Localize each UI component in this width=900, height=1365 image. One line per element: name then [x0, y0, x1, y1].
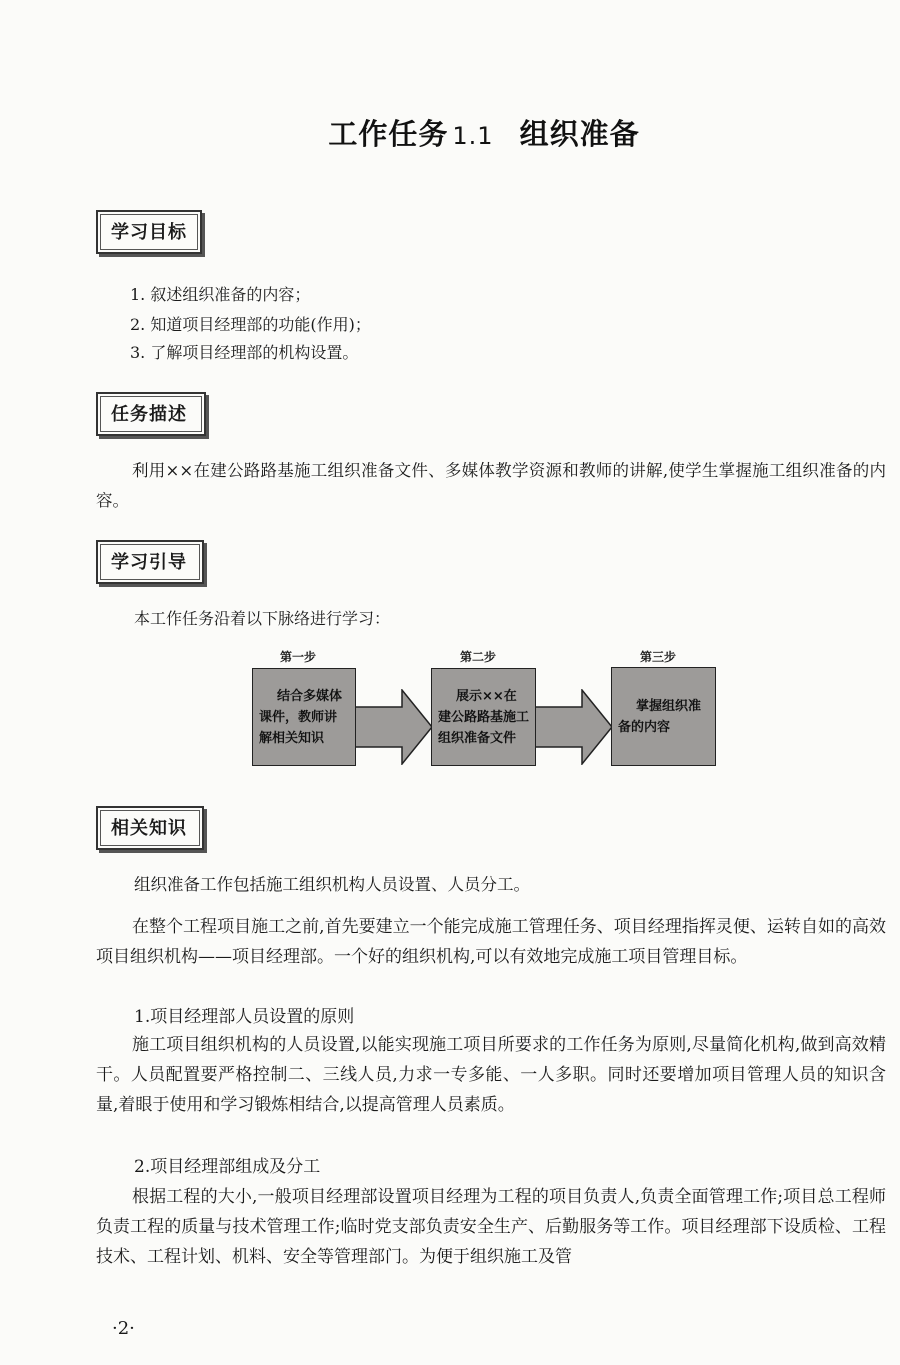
page-number: ·2· — [112, 1318, 135, 1339]
knowledge-subheading: 2.项目经理部组成及分工 — [134, 1157, 321, 1177]
step-label: 第二步 — [460, 650, 497, 664]
flow-step-3 — [611, 667, 716, 766]
knowledge-subheading: 1.项目经理部人员设置的原则 — [134, 1007, 355, 1027]
title-name: 组织准备 — [519, 117, 640, 151]
goal-item: 2. 知道项目经理部的功能(作用)； — [130, 315, 371, 334]
section-heading-goals — [96, 210, 202, 254]
title-number: 1.1 — [452, 122, 494, 150]
section-heading-label: 学习引导 — [100, 544, 200, 580]
section-heading-guide — [96, 540, 204, 584]
knowledge-paragraph: 在整个工程项目施工之前,首先要建立一个能完成施工管理任务、项目经理指挥灵便、运转自如的高效项目组织机构——项目经理部。一个好的组织机构,可以有效地完成施工项目管理目标。 — [96, 917, 886, 967]
section-heading-knowledge — [96, 806, 204, 850]
step-label: 第一步 — [280, 650, 317, 664]
knowledge-paragraph: 施工项目组织机构的人员设置,以能实现施工项目所要求的工作任务为原则,尽量简化机构,做到高效精干。人员配置要严格控制二、三线人员,力求一专多能、一人多职。同时还要增加项目管理人员的知识含量,着眼于使用和学习锻炼相结合,以提高管理人员素质。 — [96, 1035, 886, 1115]
flow-step-2 — [431, 668, 536, 766]
flow-step-text: 展示××在建公路路基施工组织准备文件 — [438, 688, 530, 746]
flow-step-text: 掌握组织准备的内容 — [618, 698, 702, 735]
goal-item: 1. 叙述组织准备的内容； — [130, 285, 311, 304]
flow-step-text: 结合多媒体课件，教师讲解相关知识 — [259, 688, 343, 746]
goal-item: 3. 了解项目经理部的机构设置。 — [130, 343, 359, 362]
knowledge-paragraph: 根据工程的大小,一般项目经理部设置项目经理为工程的项目负责人,负责全面管理工作;项目总工程师负责工程的质量与技术管理工作;临时党支部负责安全生产、后勤服务等工作。项目经理部下设质检、工程技术、工程计划、机料、安全等管理部门。为便于组织施工及管 — [96, 1187, 886, 1267]
section-heading-label: 相关知识 — [100, 810, 200, 846]
step-label: 第三步 — [640, 650, 677, 664]
guide-intro: 本工作任务沿着以下脉络进行学习： — [134, 609, 391, 628]
section-heading-label: 任务描述 — [100, 396, 202, 432]
arrow-icon — [352, 689, 434, 765]
task-description: 利用××在建公路路基施工组织准备文件、多媒体教学资源和教师的讲解,使学生掌握施工组织准备的内容。 — [96, 461, 886, 510]
title-prefix: 工作任务 — [328, 117, 449, 151]
section-heading-task — [96, 392, 206, 436]
section-heading-label: 学习目标 — [100, 214, 198, 250]
page-title — [0, 112, 900, 153]
arrow-icon — [532, 689, 614, 765]
flow-step-1 — [252, 668, 356, 766]
knowledge-paragraph: 组织准备工作包括施工组织机构人员设置、人员分工。 — [134, 875, 530, 894]
